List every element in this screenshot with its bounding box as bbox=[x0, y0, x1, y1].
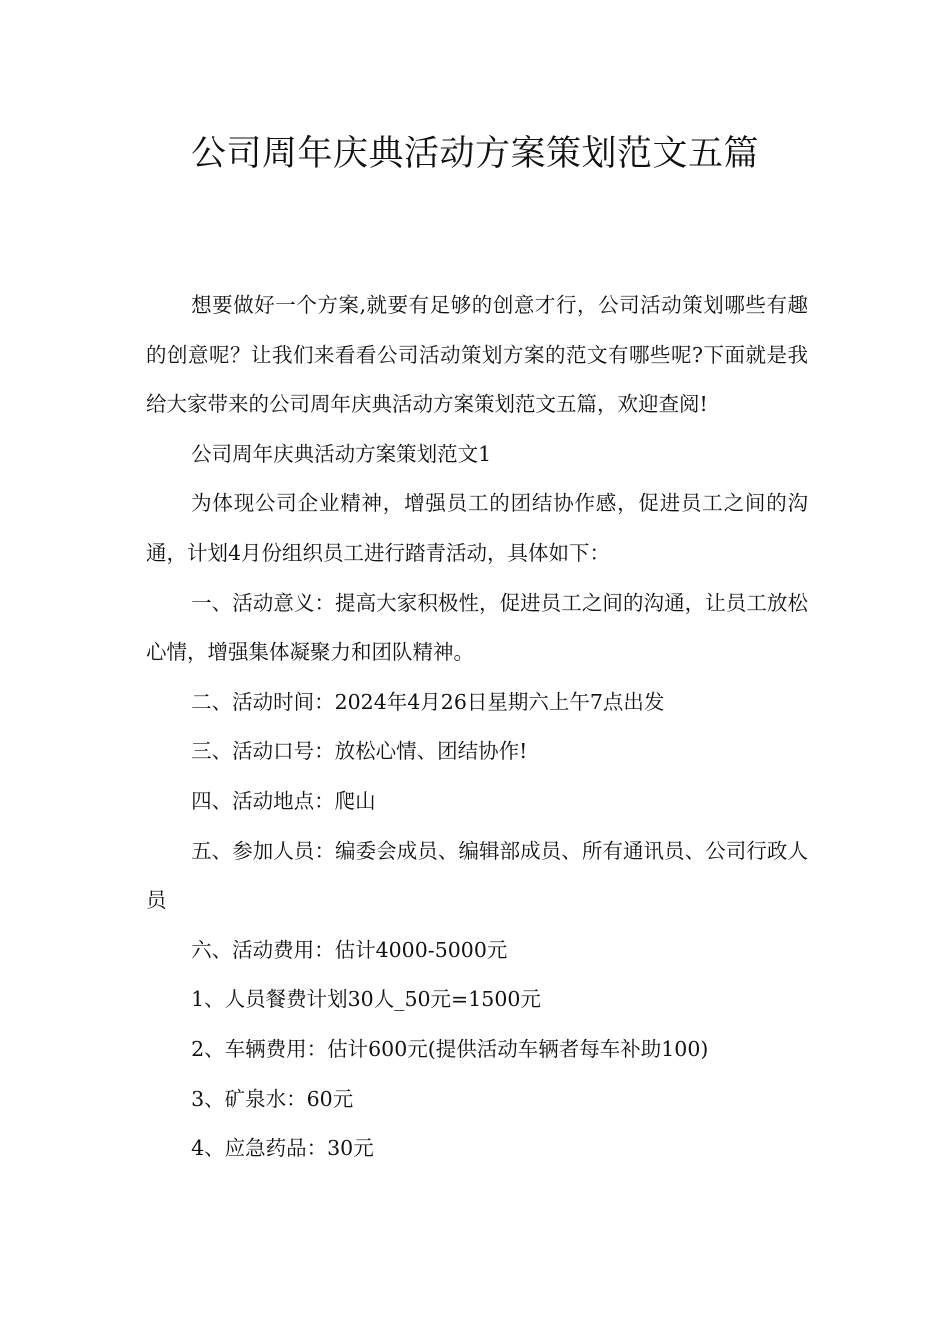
activity-cost: 六、活动费用：估计4000-5000元 bbox=[191, 937, 508, 962]
participants: 五、参加人员：编委会成员、编辑部成员、所有通讯员、公司行政人员 bbox=[146, 838, 808, 913]
activity-slogan: 三、活动口号：放松心情、团结协作! bbox=[191, 739, 528, 764]
activity-location: 四、活动地点：爬山 bbox=[191, 788, 376, 813]
section-heading: 公司周年庆典活动方案策划范文1 bbox=[191, 441, 492, 466]
cost-item-meals: 1、人员餐费计划30人_50元=1500元 bbox=[191, 987, 541, 1012]
activity-significance: 一、活动意义：提高大家积极性，促进员工之间的沟通，让员工放松心情，增强集体凝聚力和团队精神。 bbox=[146, 590, 808, 665]
activity-time: 二、活动时间：2024年4月26日星期六上午7点出发 bbox=[191, 689, 665, 714]
intro-paragraph: 想要做好一个方案,就要有足够的创意才行，公司活动策划哪些有趣的创意呢？让我们来看看公司活动策划方案的范文有哪些呢?下面就是我给大家带来的公司周年庆典活动方案策划范文五篇，欢迎查阅! bbox=[146, 293, 808, 417]
document-title: 公司周年庆典活动方案策划范文五篇 bbox=[190, 134, 759, 174]
cost-item-vehicles: 2、车辆费用：估计600元(提供活动车辆者每车补助100) bbox=[191, 1036, 709, 1061]
purpose-paragraph: 为体现公司企业精神，增强员工的团结协作感，促进员工之间的沟通，计划4月份组织员工进行踏青活动，具体如下： bbox=[146, 491, 808, 565]
cost-item-medicine: 4、应急药品：30元 bbox=[191, 1136, 374, 1161]
cost-item-water: 3、矿泉水：60元 bbox=[191, 1086, 354, 1111]
document-body bbox=[146, 281, 808, 1174]
